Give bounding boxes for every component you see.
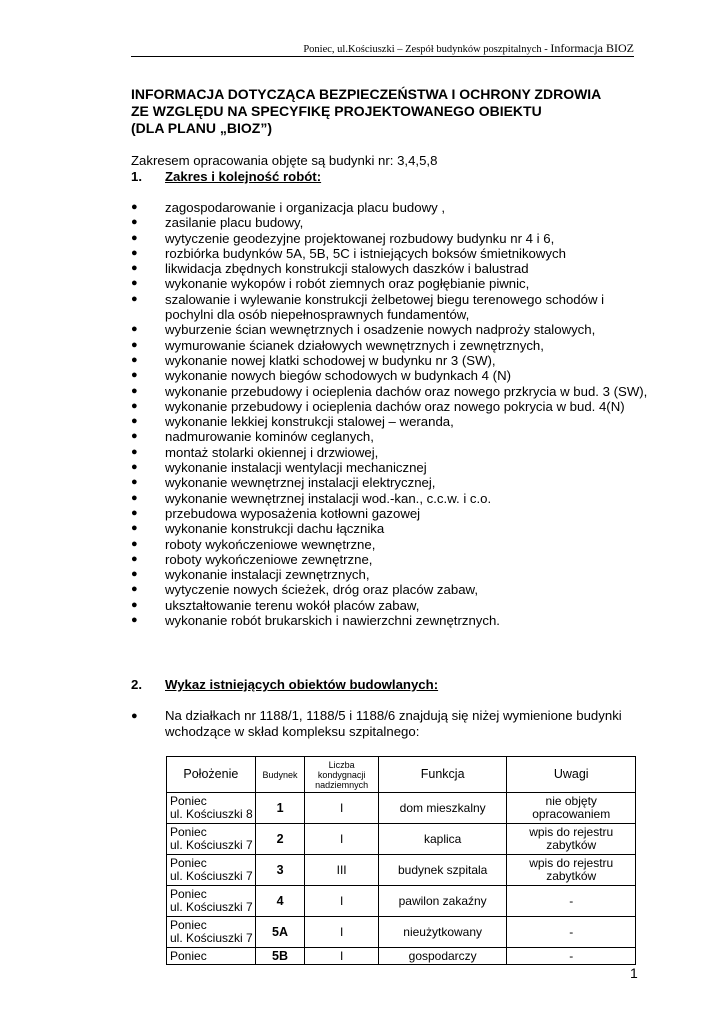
- cell-building: 2: [255, 824, 305, 855]
- scope-text: Zakresem opracowania objęte są budynki nr: 3,4,5,8: [131, 153, 438, 168]
- page-header: [131, 42, 634, 57]
- col-header-floors: Liczba kondygnacji nadziemnych: [305, 757, 379, 793]
- list-item-text: roboty wykończeniowe zewnętrzne,: [165, 551, 373, 567]
- section-1-heading: [131, 169, 321, 185]
- list-item-text: wykonanie nowej klatki schodowej w budynku nr 3 (SW),: [165, 352, 496, 368]
- bullet-icon: ●: [131, 506, 138, 519]
- bullet-icon: ●: [131, 445, 138, 458]
- cell-function: kaplica: [378, 824, 507, 855]
- cell-floors: I: [305, 886, 379, 917]
- list-item-text: wykonanie wewnętrznej instalacji elektrycznej,: [165, 475, 436, 491]
- cell-building: 3: [255, 855, 305, 886]
- bullet-icon: ●: [131, 353, 138, 366]
- cell-location: [167, 793, 256, 824]
- list-item-text: wykonanie lekkiej konstrukcji stalowej – weranda,: [165, 414, 454, 430]
- list-item-text: wykonanie przebudowy i ocieplenia dachów oraz nowego pokrycia w bud. 4(N): [165, 398, 625, 414]
- bullet-icon: ●: [131, 231, 138, 244]
- cell-location: [167, 886, 256, 917]
- cell-floors: I: [305, 824, 379, 855]
- bullet-icon: ●: [131, 552, 138, 565]
- bullet-icon: ●: [131, 369, 138, 382]
- location-line: Poniec: [170, 948, 207, 963]
- bullet-icon: ●: [131, 201, 138, 213]
- bullet-icon: ●: [131, 537, 138, 550]
- bullet-icon: ●: [131, 476, 138, 489]
- buildings-table: [166, 756, 636, 965]
- bullet-icon: ●: [131, 614, 138, 627]
- location-line: Poniec: [170, 887, 207, 901]
- section-number: 1.: [131, 169, 142, 184]
- section-2-list: [131, 708, 651, 740]
- list-item-text: montaż stolarki okiennej i drzwiowej,: [165, 444, 379, 460]
- location-line: ul. Kościuszki 7: [170, 900, 253, 914]
- list-item: [131, 276, 651, 291]
- list-item-text: nadmurowanie kominów ceglanych,: [165, 429, 374, 445]
- bullet-icon: ●: [131, 710, 138, 722]
- cell-location: [167, 824, 256, 855]
- location-line: Poniec: [170, 825, 207, 839]
- bullet-icon: ●: [131, 216, 138, 229]
- bullet-icon: ●: [131, 430, 138, 443]
- table-row: [167, 948, 636, 965]
- table-row: [167, 855, 636, 886]
- list-item: [131, 246, 651, 261]
- list-item: [131, 338, 651, 353]
- list-item: [131, 399, 651, 414]
- list-item: [131, 552, 651, 567]
- col-header-building: Budynek: [255, 757, 305, 793]
- bullet-icon: ●: [131, 583, 138, 596]
- cell-notes: -: [507, 917, 636, 948]
- bullet-icon: ●: [131, 598, 138, 611]
- list-item-text: likwidacja zbędnych konstrukcji stalowych daszków i balustrad: [165, 261, 529, 277]
- list-item-text: wykonanie konstrukcji dachu łącznika: [165, 521, 385, 537]
- list-item: [131, 537, 651, 552]
- bullet-icon: ●: [131, 415, 138, 428]
- section-number: 2.: [131, 677, 142, 692]
- list-item-text: wykonanie robót brukarskich i nawierzchni zewnętrznych.: [165, 613, 500, 629]
- list-item: [131, 567, 651, 582]
- list-item: [131, 598, 651, 613]
- cell-location: [167, 855, 256, 886]
- location-line: ul. Kościuszki 8: [170, 807, 253, 821]
- list-item: [131, 353, 651, 368]
- list-item: [131, 368, 651, 383]
- list-item: [131, 261, 651, 276]
- list-item-text: przebudowa wyposażenia kotłowni gazowej: [165, 505, 421, 521]
- cell-notes: wpis do rejestru zabytków: [507, 824, 636, 855]
- location-line: ul. Kościuszki 7: [170, 931, 253, 945]
- works-list: [131, 200, 651, 628]
- location-line: ul. Kościuszki 7: [170, 869, 253, 883]
- list-item-text: rozbiórka budynków 5A, 5B, 5C i istniejących boksów śmietnikowych: [165, 245, 566, 261]
- list-item-text: zasilanie placu budowy,: [165, 215, 304, 231]
- list-item: [131, 582, 651, 597]
- section-title: Wykaz istniejących obiektów budowlanych:: [165, 677, 439, 692]
- header-text: Poniec, ul.Kościuszki – Zespół budynków poszpitalnych -: [303, 44, 551, 55]
- list-item-text: szalowanie i wylewanie konstrukcji żelbetowej biegu terenowego schodów i pochylni dla osób niepełnosprawnych fundamentów,: [165, 291, 605, 323]
- bullet-icon: ●: [131, 384, 138, 397]
- bullet-icon: ●: [131, 399, 138, 412]
- header-suffix: Informacja BIOZ: [550, 41, 634, 55]
- table-body: [167, 793, 636, 965]
- cell-notes: wpis do rejestru zabytków: [507, 855, 636, 886]
- table-row: [167, 886, 636, 917]
- bullet-icon: ●: [131, 277, 138, 290]
- cell-notes: nie objęty opracowaniem: [507, 793, 636, 824]
- cell-function: pawilon zakaźny: [378, 886, 507, 917]
- list-item: [131, 384, 651, 399]
- title-line: (DLA PLANU „BIOZ”): [131, 120, 273, 136]
- bullet-icon: ●: [131, 292, 138, 305]
- list-item: [131, 708, 651, 740]
- list-item: [131, 200, 651, 215]
- list-item-text: wytyczenie geodezyjne projektowanej rozbudowy budynku nr 4 i 6,: [165, 230, 555, 246]
- table-row: [167, 824, 636, 855]
- list-item: [131, 521, 651, 536]
- page-number: 1: [630, 965, 638, 981]
- cell-floors: III: [305, 855, 379, 886]
- col-header-location: Położenie: [167, 757, 256, 793]
- list-item-text: ukształtowanie terenu wokół placów zabaw,: [165, 597, 420, 613]
- bullet-icon: ●: [131, 461, 138, 474]
- list-item-text: wykonanie nowych biegów schodowych w budynkach 4 (N): [165, 368, 511, 384]
- list-item-text: wytyczenie nowych ścieżek, dróg oraz placów zabaw,: [165, 582, 478, 598]
- location-line: ul. Kościuszki 7: [170, 838, 253, 852]
- list-item: [131, 506, 651, 521]
- list-item: [131, 231, 651, 246]
- list-item-text: wykonanie przebudowy i ocieplenia dachów oraz nowego przkrycia w bud. 3 (SW),: [165, 383, 648, 399]
- list-item-text: zagospodarowanie i organizacja placu budowy ,: [165, 200, 446, 215]
- cell-notes: -: [507, 948, 636, 965]
- list-item-text: wykonanie instalacji zewnętrznych,: [165, 567, 370, 583]
- table-row: [167, 793, 636, 824]
- list-item: [131, 475, 651, 490]
- list-item-text: roboty wykończeniowe wewnętrzne,: [165, 536, 376, 552]
- cell-function: budynek szpitala: [378, 855, 507, 886]
- list-item: [131, 460, 651, 475]
- cell-function: nieużytkowany: [378, 917, 507, 948]
- cell-building: 4: [255, 886, 305, 917]
- bullet-icon: ●: [131, 262, 138, 275]
- list-item: [131, 414, 651, 429]
- list-item: [131, 491, 651, 506]
- bullet-icon: ●: [131, 323, 138, 336]
- list-item: [131, 445, 651, 460]
- list-item: [131, 429, 651, 444]
- table-header-row: [167, 757, 636, 793]
- table-row: [167, 917, 636, 948]
- list-item: [131, 322, 651, 337]
- title-line: ZE WZGLĘDU NA SPECYFIKĘ PROJEKTOWANEGO OBIEKTU: [131, 103, 542, 119]
- document-title: [131, 86, 651, 137]
- list-item: [131, 613, 651, 628]
- cell-building: 5A: [255, 917, 305, 948]
- cell-notes: -: [507, 886, 636, 917]
- cell-function: gospodarczy: [378, 948, 507, 965]
- bullet-icon: ●: [131, 246, 138, 259]
- list-item-text: wykonanie instalacji wentylacji mechanicznej: [165, 460, 427, 476]
- col-header-notes: Uwagi: [507, 757, 636, 793]
- cell-floors: I: [305, 948, 379, 965]
- list-item-text: wyburzenie ścian wewnętrznych i osadzenie nowych nadproży stalowych,: [165, 322, 596, 338]
- list-item-text: wymurowanie ścianek działowych wewnętrznych i zewnętrznych,: [165, 337, 544, 353]
- bullet-icon: ●: [131, 338, 138, 351]
- bullet-icon: ●: [131, 522, 138, 535]
- bullet-icon: ●: [131, 568, 138, 581]
- list-item: [131, 215, 651, 230]
- bullet-icon: ●: [131, 491, 138, 504]
- list-item-text: wykonanie wykopów i robót ziemnych oraz pogłębianie piwnic,: [165, 276, 530, 292]
- section-2-heading: [131, 677, 438, 693]
- location-line: Poniec: [170, 918, 207, 932]
- cell-floors: I: [305, 793, 379, 824]
- title-line: INFORMACJA DOTYCZĄCA BEZPIECZEŃSTWA I OCHRONY ZDROWIA: [131, 86, 602, 102]
- section-title: Zakres i kolejność robót:: [165, 169, 322, 184]
- list-item-text: wykonanie wewnętrznej instalacji wod.-kan., c.c.w. i c.o.: [165, 490, 492, 506]
- location-line: Poniec: [170, 794, 207, 808]
- cell-building: 5B: [255, 948, 305, 965]
- col-header-function: Funkcja: [378, 757, 507, 793]
- location-line: Poniec: [170, 856, 207, 870]
- list-item: [131, 292, 651, 323]
- cell-floors: I: [305, 917, 379, 948]
- cell-location: [167, 917, 256, 948]
- cell-building: 1: [255, 793, 305, 824]
- cell-function: dom mieszkalny: [378, 793, 507, 824]
- list-item-text: Na działkach nr 1188/1, 1188/5 i 1188/6 znajdują się niżej wymienione budynki wchodzące w skład kompleksu szpitalnego:: [165, 708, 622, 739]
- cell-location: [167, 948, 256, 965]
